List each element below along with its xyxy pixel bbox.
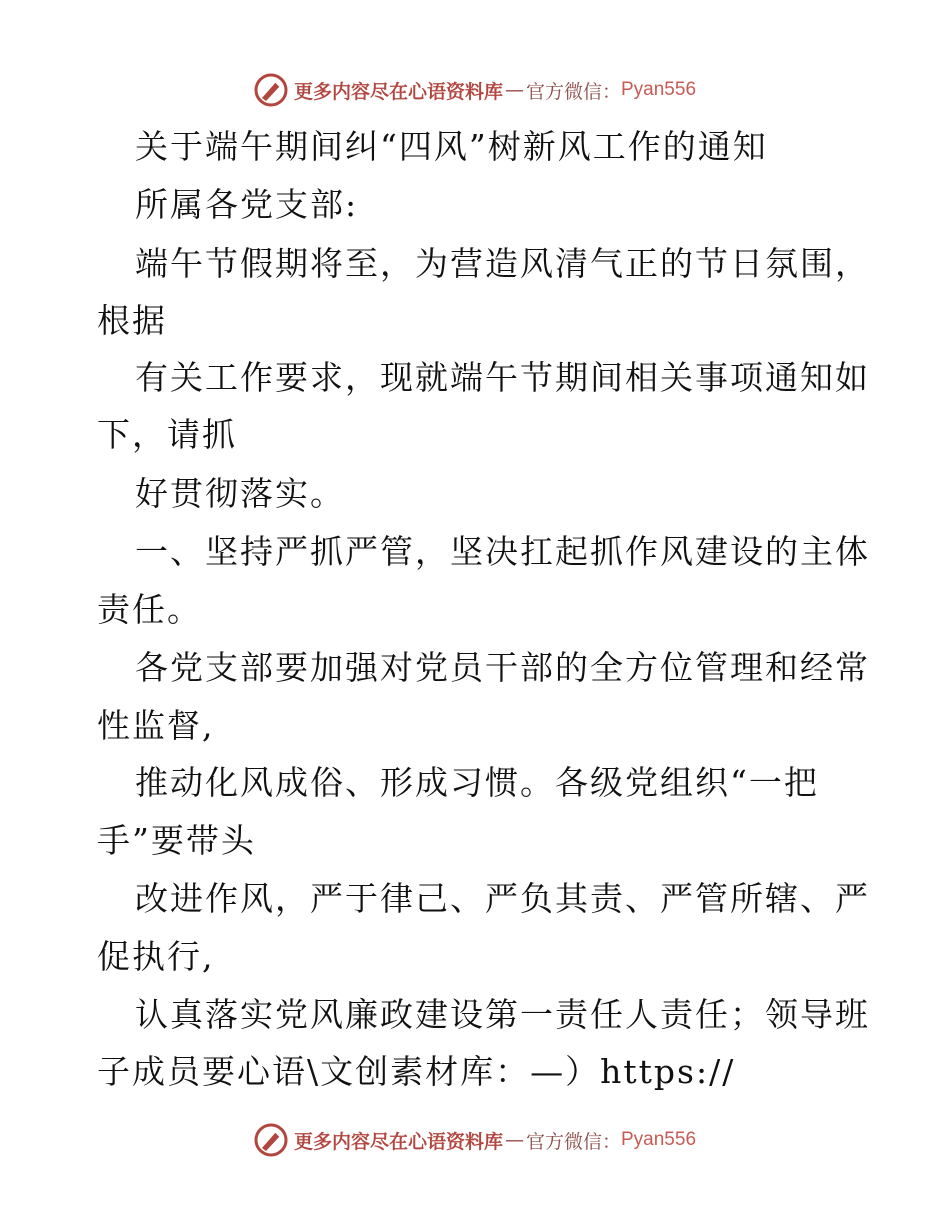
banner-official-label: 官方微信： xyxy=(525,1130,621,1153)
section-heading: 一、坚持严抓严管，坚决扛起抓作风建设的主体 xyxy=(135,532,870,571)
document-recipient: 所属各党支部: xyxy=(135,185,359,224)
banner-official-label: 官方微信： xyxy=(525,80,621,103)
paragraph-line: 推动化风成俗、形成习惯。各级党组织“一把 xyxy=(135,763,819,802)
banner-brand-text: 更多内容尽在心语资料库 xyxy=(293,80,503,103)
paragraph-line: 改进作风，严于律己、严负其责、严管所辖、严 xyxy=(135,879,870,918)
paragraph-line: 有关工作要求，现就端午节期间相关事项通知如 xyxy=(135,358,870,397)
paragraph-line: 各党支部要加强对党员干部的全方位管理和经常 xyxy=(135,648,870,687)
paragraph-line: 端午节假期将至，为营造风清气正的节日氛围， xyxy=(135,244,870,283)
banner-separator: — xyxy=(504,1129,524,1151)
header-watermark-banner xyxy=(0,70,950,110)
banner-wechat-id: Pyan556 xyxy=(621,79,697,100)
paragraph-line: 子成员要心语\文创素材库：—）https:// xyxy=(97,1052,736,1091)
paragraph-line: 好贯彻落实。 xyxy=(135,474,345,513)
paragraph-line: 性监督, xyxy=(97,706,215,745)
paragraph-line: 根据 xyxy=(97,301,167,340)
banner-separator: — xyxy=(504,79,524,101)
paragraph-line: 促执行, xyxy=(97,937,215,976)
footer-watermark-banner xyxy=(0,1120,950,1160)
paragraph-line: 认真落实党风廉政建设第一责任人责任；领导班 xyxy=(135,995,870,1034)
banner-brand-text: 更多内容尽在心语资料库 xyxy=(293,1130,503,1153)
pen-logo-icon xyxy=(254,1123,288,1157)
pen-logo-icon xyxy=(254,73,288,107)
banner-wechat-id: Pyan556 xyxy=(621,1129,697,1150)
document-title: 关于端午期间纠“四风”树新风工作的通知 xyxy=(135,127,768,166)
paragraph-line: 手”要带头 xyxy=(97,821,256,860)
section-heading: 责任。 xyxy=(97,590,202,629)
paragraph-line: 下，请抓 xyxy=(97,415,237,454)
